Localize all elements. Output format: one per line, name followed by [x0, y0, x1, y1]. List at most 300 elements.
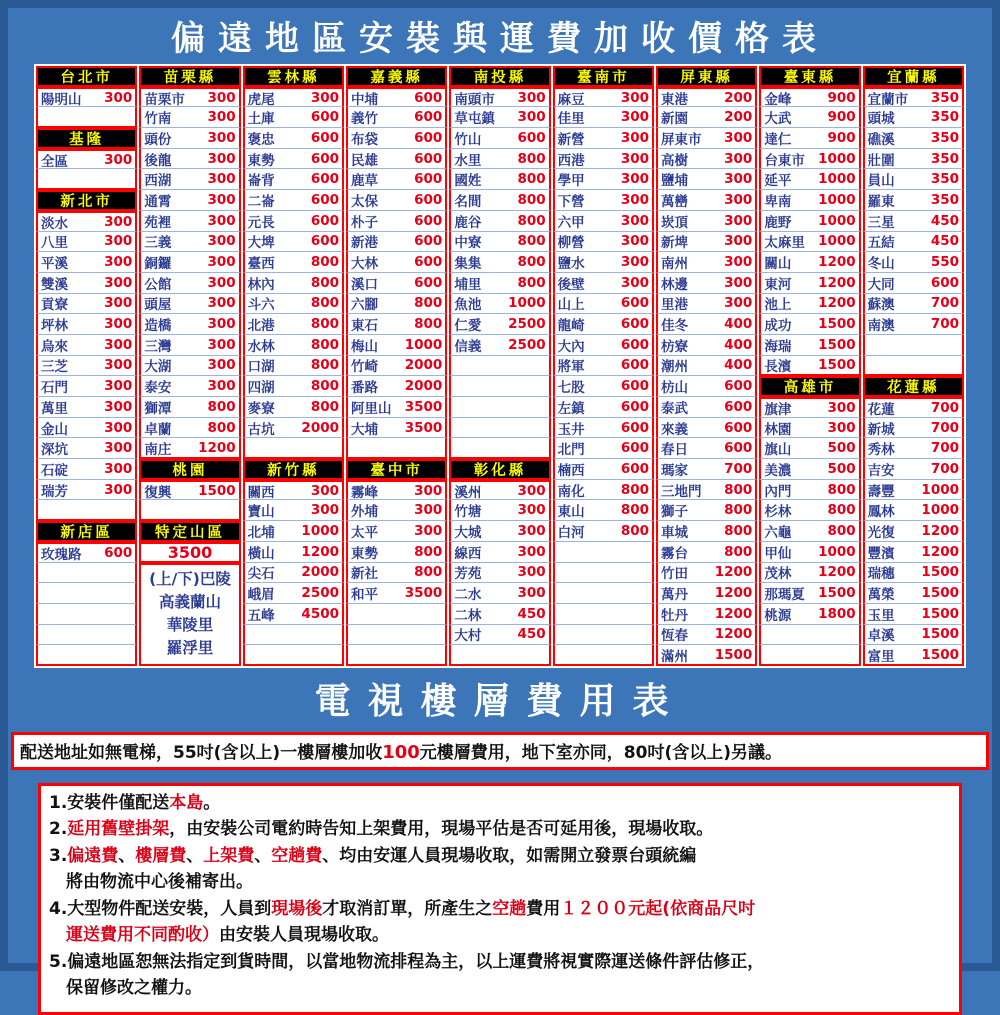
area-name: 阿里山	[351, 400, 392, 417]
area-price: 1200	[714, 564, 753, 581]
area-row	[863, 604, 964, 625]
area-row	[36, 438, 137, 459]
area-row	[553, 459, 654, 480]
area-row	[759, 211, 860, 232]
area-price: 1200	[921, 543, 959, 560]
area-row	[863, 107, 964, 128]
area-name: 民雄	[351, 152, 378, 169]
area-row	[656, 128, 757, 149]
area-name: 布袋	[351, 131, 378, 148]
note-text: 5.偏遠地區恕無法指定到貨時間，以當地物流排程為主，以上運費將視實際運送條件評估修正，	[49, 951, 765, 972]
note-text: 由安裝人員現場收取。	[219, 925, 389, 946]
area-name: 左鎮	[557, 400, 585, 417]
area-row	[449, 232, 550, 253]
area-name: 三芝	[41, 359, 68, 376]
area-price: 600	[414, 274, 443, 291]
area-name: 溪口	[351, 276, 378, 293]
area-row	[346, 542, 447, 563]
area-row	[759, 149, 860, 170]
area-name: 二崙	[247, 193, 275, 210]
area-price: 350	[930, 171, 959, 188]
area-row	[139, 169, 240, 190]
area-price: 800	[310, 274, 339, 291]
area-price: 600	[414, 233, 443, 250]
area-row	[759, 500, 860, 521]
area-price: 2000	[301, 419, 339, 436]
area-row	[553, 521, 654, 542]
note-text: 費用	[526, 898, 561, 919]
area-price: 400	[724, 357, 753, 374]
area-name: 太保	[351, 193, 378, 210]
area-price: 300	[414, 482, 443, 499]
area-price: 2000	[404, 378, 443, 395]
area-row	[863, 583, 964, 604]
area-row	[656, 190, 757, 211]
area-price: 400	[724, 336, 753, 353]
area-row	[656, 418, 757, 439]
area-price: 300	[207, 274, 236, 291]
area-price: 300	[207, 357, 236, 374]
area-price: 300	[207, 89, 236, 106]
empty-row	[36, 563, 137, 584]
area-name: 大同	[867, 276, 895, 293]
area-price: 600	[310, 171, 339, 188]
area-row	[863, 521, 964, 542]
area-name: 梅山	[351, 338, 378, 355]
area-row	[243, 500, 344, 521]
area-row	[553, 149, 654, 170]
area-price: 300	[104, 89, 133, 106]
area-row	[36, 149, 137, 170]
empty-row	[449, 438, 550, 459]
area-price: 800	[414, 543, 443, 560]
area-name: 元長	[247, 214, 275, 231]
note-highlight: 空趟	[492, 898, 527, 919]
area-name: 卑南	[764, 193, 792, 210]
area-row	[243, 211, 344, 232]
area-row	[759, 480, 860, 501]
area-name: 中寮	[454, 235, 482, 252]
area-row	[656, 87, 757, 108]
area-price: 600	[620, 336, 649, 353]
area-row	[243, 294, 344, 315]
area-name: 羅東	[867, 193, 895, 210]
area-price: 300	[517, 522, 546, 539]
area-row	[346, 418, 447, 439]
area-row	[36, 211, 137, 232]
area-row	[759, 521, 860, 542]
area-price: 800	[517, 233, 546, 250]
empty-row	[36, 500, 137, 521]
area-price: 1200	[714, 626, 753, 643]
area-price: 1000	[818, 543, 856, 560]
column-miaoli	[139, 66, 240, 666]
area-row	[759, 438, 860, 459]
area-price: 300	[104, 316, 133, 333]
area-row	[243, 356, 344, 377]
area-price: 300	[517, 482, 546, 499]
area-row	[449, 563, 550, 584]
area-name: 石碇	[41, 462, 68, 479]
area-name: 七股	[557, 380, 585, 397]
area-name: 秀林	[867, 442, 895, 459]
area-name: 頭城	[867, 111, 895, 128]
area-row	[759, 563, 860, 584]
area-price: 800	[620, 481, 649, 498]
area-row	[346, 376, 447, 397]
area-row	[449, 252, 550, 273]
area-row	[863, 480, 964, 501]
area-row	[656, 314, 757, 335]
area-price: 800	[207, 398, 236, 415]
area-name: 褒忠	[247, 131, 275, 148]
area-name: 苗栗市	[144, 91, 185, 108]
area-price: 3500	[404, 585, 443, 602]
area-price: 1500	[921, 626, 959, 643]
note	[49, 949, 951, 1002]
area-name: 達仁	[764, 131, 792, 148]
area-row	[243, 273, 344, 294]
area-name: 茂林	[764, 566, 792, 583]
area-price: 350	[930, 89, 959, 106]
area-row	[449, 542, 550, 563]
area-price: 800	[620, 522, 649, 539]
area-price: 800	[414, 564, 443, 581]
area-name: 林園	[764, 421, 792, 438]
area-price: 350	[930, 191, 959, 208]
area-row	[863, 128, 964, 149]
area-name: 東勢	[247, 152, 275, 169]
area-name: 古坑	[247, 421, 275, 438]
area-row	[449, 625, 550, 646]
area-name: 五結	[867, 235, 895, 252]
empty-row	[36, 107, 137, 128]
area-price: 600	[414, 89, 443, 106]
area-row	[553, 480, 654, 501]
area-row	[863, 563, 964, 584]
county-header: 花蓮縣	[863, 376, 964, 397]
area-name: 花蓮	[867, 401, 895, 418]
empty-row	[553, 542, 654, 563]
area-name: 豐濱	[867, 545, 895, 562]
area-price: 300	[517, 543, 546, 560]
area-price: 1500	[198, 482, 236, 499]
area-price: 800	[517, 212, 546, 229]
area-price: 300	[724, 150, 753, 167]
area-row	[759, 356, 860, 377]
area-name: 卓蘭	[144, 421, 172, 438]
area-price: 800	[517, 274, 546, 291]
area-row	[553, 356, 654, 377]
area-price: 2500	[301, 585, 339, 602]
empty-row	[553, 563, 654, 584]
area-price: 800	[517, 254, 546, 271]
empty-row	[346, 604, 447, 625]
area-name: 頭份	[144, 131, 172, 148]
area-price: 300	[620, 89, 649, 106]
empty-row	[449, 397, 550, 418]
area-name: 大武	[764, 111, 792, 128]
area-row	[553, 128, 654, 149]
area-name: 光復	[867, 524, 895, 541]
area-row	[863, 294, 964, 315]
area-row	[243, 190, 344, 211]
area-price: 600	[414, 212, 443, 229]
area-name: 橫山	[247, 545, 275, 562]
area-price: 300	[104, 398, 133, 415]
area-price: 450	[930, 212, 959, 229]
area-price: 300	[517, 564, 546, 581]
area-row	[449, 211, 550, 232]
county-header: 台北市	[36, 66, 137, 87]
area-name: 復興	[144, 484, 172, 501]
area-row	[139, 438, 240, 459]
note	[49, 843, 951, 896]
area-price: 300	[207, 129, 236, 146]
area-price: 800	[827, 481, 856, 498]
area-row	[553, 211, 654, 232]
area-row	[759, 583, 860, 604]
area-name: 四湖	[247, 380, 275, 397]
area-row	[656, 583, 757, 604]
area-row	[759, 397, 860, 418]
area-row	[863, 169, 964, 190]
area-price: 200	[724, 109, 753, 126]
area-price: 300	[207, 233, 236, 250]
area-row	[759, 273, 860, 294]
area-row	[139, 87, 240, 108]
area-price: 800	[724, 481, 753, 498]
area-row	[36, 294, 137, 315]
area-row	[449, 604, 550, 625]
area-row	[139, 149, 240, 170]
area-row	[656, 149, 757, 170]
area-price: 300	[724, 274, 753, 291]
note	[49, 816, 951, 843]
note	[49, 896, 951, 949]
area-row	[449, 149, 550, 170]
area-name: 竹田	[661, 566, 688, 583]
area-name: 番路	[351, 380, 378, 397]
area-row	[139, 232, 240, 253]
area-name: 長濱	[764, 358, 792, 375]
area-name: 水里	[454, 152, 482, 169]
area-price: 300	[517, 109, 546, 126]
area-row	[656, 645, 757, 666]
area-name: 獅子	[661, 504, 688, 521]
area-price: 600	[620, 316, 649, 333]
special-area-list	[139, 563, 240, 666]
note-text: 才取消訂單，所產生之	[322, 898, 493, 919]
area-name: 冬山	[867, 256, 895, 273]
area-row	[656, 335, 757, 356]
area-row	[243, 335, 344, 356]
area-row	[346, 211, 447, 232]
area-price: 2500	[508, 316, 546, 333]
area-row	[346, 356, 447, 377]
note-text: 。	[203, 792, 221, 813]
area-price: 4500	[301, 605, 339, 622]
area-name: 海瑞	[764, 338, 792, 355]
area-price: 500	[827, 460, 856, 477]
area-row	[36, 232, 137, 253]
area-name: 桃源	[764, 607, 792, 624]
area-price: 300	[827, 399, 856, 416]
area-name: 金峰	[764, 91, 792, 108]
area-name: 霧台	[661, 545, 688, 562]
area-price: 600	[104, 544, 133, 561]
area-price: 800	[414, 316, 443, 333]
area-price: 1500	[921, 564, 959, 581]
page-title: 偏遠地區安裝與運費加收價格表	[171, 19, 829, 59]
area-name: 大埔	[351, 421, 378, 438]
area-name: 和平	[351, 587, 378, 604]
area-name: 三灣	[144, 338, 172, 355]
empty-row	[449, 376, 550, 397]
area-row	[449, 128, 550, 149]
area-row	[139, 418, 240, 439]
area-name: 關西	[247, 484, 275, 501]
area-row	[656, 480, 757, 501]
area-row	[553, 232, 654, 253]
area-price: 300	[207, 295, 236, 312]
area-name: 關山	[764, 256, 792, 273]
area-name: 貢寮	[41, 297, 68, 314]
floor-fee-notice	[11, 732, 989, 770]
area-name: 麥寮	[247, 400, 275, 417]
area-name: 潮州	[661, 359, 688, 376]
empty-row	[553, 645, 654, 666]
note-text: 、均由安運人員現場收取，如需開立發票台頭統編	[322, 845, 697, 866]
empty-row	[139, 500, 240, 521]
area-name: 池上	[764, 297, 792, 314]
area-name: 牡丹	[661, 607, 688, 624]
area-price: 700	[930, 316, 959, 333]
area-price: 1500	[921, 646, 959, 663]
area-price: 1500	[921, 605, 959, 622]
area-row	[863, 314, 964, 335]
area-price: 900	[827, 109, 856, 126]
area-name: 朴子	[351, 214, 378, 231]
area-name: 山上	[557, 297, 585, 314]
area-name: 仁愛	[454, 318, 482, 335]
area-row	[759, 252, 860, 273]
area-price: 300	[724, 254, 753, 271]
area-name: 麻豆	[557, 91, 585, 108]
area-price: 600	[620, 419, 649, 436]
note-text: 、	[118, 845, 136, 866]
area-row	[346, 273, 447, 294]
empty-row	[863, 335, 964, 356]
area-row	[553, 169, 654, 190]
area-name: 石門	[41, 380, 68, 397]
area-price: 800	[620, 502, 649, 519]
area-row	[243, 232, 344, 253]
area-row	[243, 149, 344, 170]
area-name: 柳營	[557, 235, 585, 252]
area-row	[656, 500, 757, 521]
area-price: 1200	[714, 605, 753, 622]
county-header: 屏東縣	[656, 66, 757, 87]
area-row	[346, 480, 447, 501]
area-name: 萬丹	[661, 587, 688, 604]
area-price: 600	[724, 440, 753, 457]
area-name: 萬里	[41, 400, 68, 417]
area-price: 1200	[198, 439, 236, 456]
area-name: 獅潭	[144, 400, 172, 417]
area-name: 杉林	[764, 504, 792, 521]
area-name: 新園	[661, 111, 688, 128]
county-header: 彰化縣	[449, 459, 550, 480]
area-price: 450	[517, 605, 546, 622]
notice-highlight: 100	[382, 741, 420, 763]
area-price: 600	[310, 150, 339, 167]
area-row	[36, 87, 137, 108]
area-name: 新社	[351, 566, 378, 583]
area-row	[759, 169, 860, 190]
area-row	[243, 87, 344, 108]
area-price: 200	[724, 89, 753, 106]
area-name: 六龜	[764, 524, 792, 541]
area-row	[759, 459, 860, 480]
special-area-line: 高義蘭山	[158, 593, 221, 612]
area-price: 800	[724, 502, 753, 519]
empty-row	[553, 604, 654, 625]
area-price: 300	[724, 171, 753, 188]
area-name: 集集	[454, 256, 482, 273]
area-price: 300	[104, 151, 133, 168]
area-price: 1200	[818, 564, 856, 581]
area-name: 陽明山	[41, 91, 82, 108]
area-row	[863, 500, 964, 521]
area-row	[139, 190, 240, 211]
area-name: 枋山	[661, 380, 688, 397]
area-row	[656, 459, 757, 480]
area-row	[759, 604, 860, 625]
area-name: 大城	[454, 524, 482, 541]
area-price: 300	[724, 129, 753, 146]
area-row	[449, 107, 550, 128]
price-table	[34, 64, 966, 668]
area-name: 南澳	[867, 318, 895, 335]
area-row	[346, 128, 447, 149]
area-row	[449, 335, 550, 356]
area-name: 車城	[661, 524, 688, 541]
area-name: 竹崎	[351, 359, 378, 376]
area-name: 造橋	[144, 318, 172, 335]
area-row	[553, 438, 654, 459]
area-name: 義竹	[351, 111, 378, 128]
area-row	[759, 542, 860, 563]
area-price: 1000	[818, 171, 856, 188]
area-row	[139, 314, 240, 335]
area-name: 瑞芳	[41, 483, 68, 500]
area-price: 600	[310, 191, 339, 208]
area-name: 二林	[454, 607, 482, 624]
area-name: 南化	[557, 483, 585, 500]
column-nantou	[449, 66, 550, 666]
area-price: 1200	[921, 522, 959, 539]
area-name: 北門	[557, 442, 585, 459]
area-name: 蘇澳	[867, 297, 895, 314]
area-name: 屏東市	[661, 131, 702, 148]
note	[49, 790, 951, 817]
area-name: 將軍	[557, 359, 585, 376]
area-name: 美濃	[764, 462, 792, 479]
area-name: 新城	[867, 421, 895, 438]
area-row	[449, 87, 550, 108]
empty-row	[243, 625, 344, 646]
